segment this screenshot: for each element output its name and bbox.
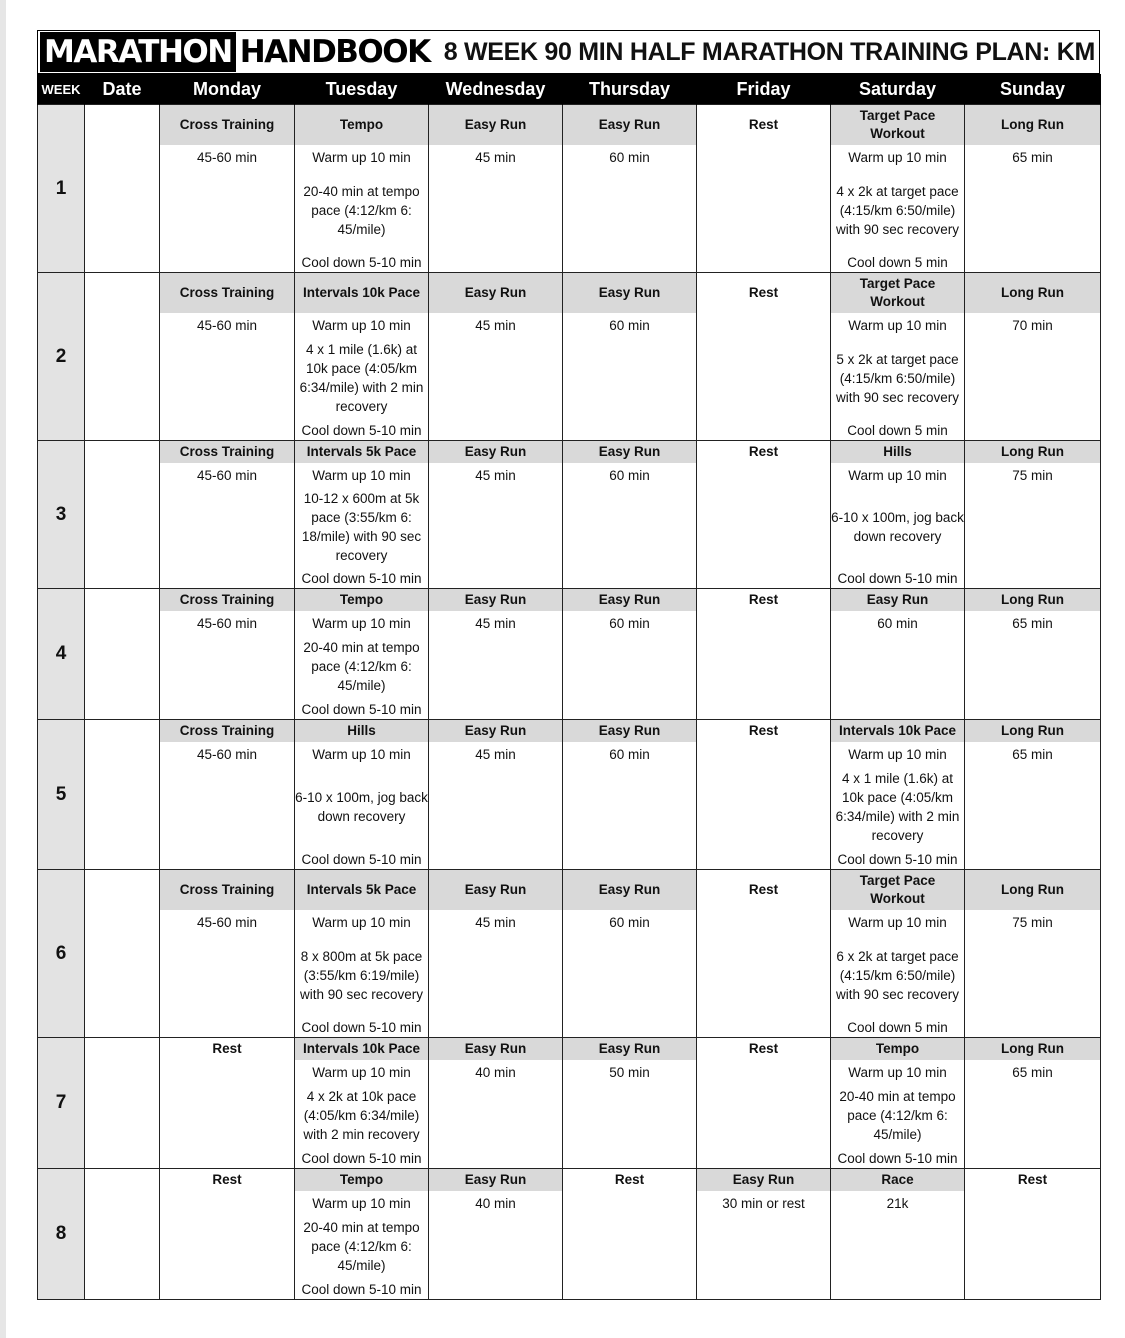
activity-label: Cross Training [160, 589, 294, 611]
activity-label: Rest [697, 1038, 830, 1060]
workout-details [965, 145, 1100, 272]
workout-details [429, 910, 562, 1037]
workout-details [831, 742, 964, 869]
date-cell[interactable] [85, 1038, 160, 1169]
workout-details [429, 1191, 562, 1299]
activity-label: Intervals 10k Pace [831, 720, 964, 742]
workout-line: Cool down 5-10 min [301, 702, 422, 717]
workout-details [563, 313, 696, 440]
workout-line: Cool down 5 min [847, 423, 948, 438]
day-cell-sunday [965, 273, 1101, 441]
col-monday: Monday [160, 74, 295, 105]
workout-details [160, 1060, 294, 1168]
workout-details [160, 611, 294, 719]
day-cell-wednesday [429, 870, 563, 1038]
workout-details [295, 145, 428, 272]
activity-label: Cross Training [160, 441, 294, 463]
workout-details [429, 742, 562, 869]
day-cell-thursday [563, 870, 697, 1038]
activity-label: Rest [697, 589, 830, 611]
workout-details [965, 463, 1100, 588]
activity-label: Easy Run [697, 1169, 830, 1191]
workout-details [563, 910, 696, 1037]
workout-line: 60 min [609, 468, 650, 483]
week-number: 4 [38, 589, 85, 720]
col-tuesday: Tuesday [295, 74, 429, 105]
workout-details [563, 1191, 696, 1299]
activity-label: Easy Run [429, 720, 562, 742]
workout-line: Warm up 10 min [848, 1065, 947, 1080]
activity-label: Easy Run [429, 1038, 562, 1060]
workout-line: Warm up 10 min [848, 468, 947, 483]
workout-line: 70 min [1012, 318, 1053, 333]
day-cell-monday [160, 273, 295, 441]
col-wednesday: Wednesday [429, 74, 563, 105]
workout-details [831, 1191, 964, 1299]
activity-label: Easy Run [563, 870, 696, 910]
day-cell-tuesday [295, 1038, 429, 1169]
workout-details [160, 910, 294, 1037]
logo-handbook: HANDBOOK [239, 34, 430, 70]
day-cell-wednesday [429, 1038, 563, 1169]
workout-line: 65 min [1012, 747, 1053, 762]
workout-details [697, 1060, 830, 1168]
activity-label: Easy Run [429, 1169, 562, 1191]
day-cell-thursday [563, 273, 697, 441]
workout-details [429, 1060, 562, 1168]
workout-line: 6 x 2k at target pace (4:15/km 6:50/mile) with 90 sec recovery [835, 948, 960, 1002]
week-number: 7 [38, 1038, 85, 1169]
workout-line: 6-10 x 100m, jog back down recovery [295, 790, 428, 824]
day-cell-wednesday [429, 1169, 563, 1300]
activity-label: Target Pace Workout [831, 105, 964, 145]
day-cell-friday [697, 105, 831, 273]
day-cell-wednesday [429, 441, 563, 589]
plan-title: 8 WEEK 90 MIN HALF MARATHON TRAINING PLAN: KM [443, 37, 1095, 66]
column-header-row [38, 74, 1101, 105]
workout-details [563, 1060, 696, 1168]
activity-label: Rest [697, 105, 830, 145]
workout-details [563, 742, 696, 869]
workout-line: Cool down 5-10 min [837, 852, 958, 867]
workout-details [295, 611, 428, 719]
workout-line: 45 min [475, 318, 516, 333]
workout-line: Warm up 10 min [312, 468, 411, 483]
week-row [38, 441, 1101, 589]
date-cell[interactable] [85, 870, 160, 1038]
workout-details [160, 463, 294, 588]
date-cell[interactable] [85, 441, 160, 589]
activity-label: Easy Run [563, 1038, 696, 1060]
workout-details [295, 1060, 428, 1168]
activity-label: Easy Run [429, 273, 562, 313]
workout-details [295, 910, 428, 1037]
workout-line: 4 x 1 mile (1.6k) at 10k pace (4:05/km 6:34/mile) with 2 min recovery [835, 771, 960, 843]
workout-details [160, 313, 294, 440]
activity-label: Tempo [295, 105, 428, 145]
workout-line: 40 min [475, 1065, 516, 1080]
day-cell-friday [697, 870, 831, 1038]
day-cell-thursday [563, 720, 697, 870]
day-cell-thursday [563, 1169, 697, 1300]
day-cell-tuesday [295, 589, 429, 720]
activity-label: Easy Run [563, 720, 696, 742]
day-cell-monday [160, 870, 295, 1038]
day-cell-sunday [965, 1038, 1101, 1169]
workout-line: Warm up 10 min [312, 915, 411, 930]
day-cell-tuesday [295, 105, 429, 273]
activity-label: Rest [563, 1169, 696, 1191]
workout-line: Cool down 5-10 min [301, 255, 422, 270]
week-number: 3 [38, 441, 85, 589]
workout-line: Warm up 10 min [312, 616, 411, 631]
activity-label: Easy Run [429, 870, 562, 910]
workout-details [697, 742, 830, 869]
workout-details [831, 611, 964, 719]
day-cell-monday [160, 1038, 295, 1169]
day-cell-thursday [563, 1038, 697, 1169]
workout-line: 60 min [609, 616, 650, 631]
workout-line: 6-10 x 100m, jog back down recovery [831, 510, 964, 544]
workout-details [697, 910, 830, 1037]
workout-details [965, 313, 1100, 440]
workout-line: 60 min [609, 915, 650, 930]
activity-label: Rest [697, 441, 830, 463]
workout-line: 4 x 2k at 10k pace (4:05/km 6:34/mile) with 2 min recovery [303, 1089, 420, 1142]
date-cell[interactable] [85, 273, 160, 441]
workout-line: Cool down 5 min [847, 255, 948, 270]
plan-body [38, 105, 1101, 1300]
day-cell-sunday [965, 720, 1101, 870]
workout-line: Warm up 10 min [312, 1196, 411, 1211]
workout-line: 60 min [609, 747, 650, 762]
workout-line: 45 min [475, 468, 516, 483]
day-cell-sunday [965, 589, 1101, 720]
workout-details [831, 463, 964, 588]
col-sunday: Sunday [965, 74, 1101, 105]
workout-line: Cool down 5-10 min [301, 1020, 422, 1035]
day-cell-thursday [563, 105, 697, 273]
col-saturday: Saturday [831, 74, 965, 105]
workout-line: Warm up 10 min [848, 915, 947, 930]
workout-line: 5 x 2k at target pace (4:15/km 6:50/mile) with 90 sec recovery [835, 351, 960, 405]
activity-label: Rest [965, 1169, 1100, 1191]
week-row [38, 105, 1101, 273]
day-cell-friday [697, 720, 831, 870]
marathon-handbook-logo [40, 32, 434, 72]
col-date: Date [85, 74, 160, 105]
workout-line: 30 min or rest [722, 1196, 805, 1211]
workout-details [831, 1060, 964, 1168]
activity-label: Easy Run [563, 105, 696, 145]
workout-line: Warm up 10 min [312, 747, 411, 762]
day-cell-saturday [831, 1169, 965, 1300]
workout-details [697, 313, 830, 440]
workout-line: 4 x 1 mile (1.6k) at 10k pace (4:05/km 6:34/mile) with 2 min recovery [299, 342, 424, 414]
activity-label: Cross Training [160, 273, 294, 313]
workout-details [295, 1191, 428, 1299]
workout-line: 10-12 x 600m at 5k pace (3:55/km 6: 18/mile) with 90 sec recovery [301, 491, 422, 563]
workout-line: 40 min [475, 1196, 516, 1211]
workout-line: 20-40 min at tempo pace (4:12/km 6: 45/mile) [303, 183, 420, 237]
workout-details [160, 145, 294, 272]
day-cell-thursday [563, 589, 697, 720]
workout-details [563, 145, 696, 272]
workout-line: 45 min [475, 616, 516, 631]
workout-line: 65 min [1012, 150, 1053, 165]
activity-label: Rest [160, 1169, 294, 1191]
workout-details [965, 910, 1100, 1037]
activity-label: Long Run [965, 273, 1100, 313]
workout-details [965, 611, 1100, 719]
col-week: WEEK [38, 74, 85, 105]
week-row [38, 870, 1101, 1038]
week-number: 2 [38, 273, 85, 441]
day-cell-saturday [831, 441, 965, 589]
workout-details [429, 145, 562, 272]
workout-line: Cool down 5-10 min [837, 571, 958, 586]
day-cell-monday [160, 589, 295, 720]
workout-line: Warm up 10 min [312, 1065, 411, 1080]
day-cell-saturday [831, 720, 965, 870]
activity-label: Rest [697, 273, 830, 313]
workout-details [697, 145, 830, 272]
workout-details [697, 611, 830, 719]
day-cell-sunday [965, 441, 1101, 589]
workout-details [831, 910, 964, 1037]
workout-line: 21k [886, 1196, 909, 1211]
workout-details [429, 313, 562, 440]
activity-label: Intervals 10k Pace [295, 273, 428, 313]
workout-details [965, 1191, 1100, 1299]
activity-label: Rest [697, 720, 830, 742]
day-cell-wednesday [429, 720, 563, 870]
activity-label: Tempo [295, 589, 428, 611]
day-cell-monday [160, 1169, 295, 1300]
activity-label: Intervals 5k Pace [295, 870, 428, 910]
day-cell-tuesday [295, 870, 429, 1038]
workout-line: 20-40 min at tempo pace (4:12/km 6: 45/mile) [303, 1220, 420, 1273]
activity-label: Cross Training [160, 720, 294, 742]
page-edge [0, 0, 6, 1338]
workout-details [697, 463, 830, 588]
workout-details [160, 1191, 294, 1299]
day-cell-saturday [831, 105, 965, 273]
week-number: 5 [38, 720, 85, 870]
week-number: 8 [38, 1169, 85, 1300]
day-cell-saturday [831, 1038, 965, 1169]
workout-details [831, 145, 964, 272]
workout-details [697, 1191, 830, 1299]
activity-label: Easy Run [429, 589, 562, 611]
workout-line: 45-60 min [196, 747, 258, 762]
activity-label: Easy Run [429, 441, 562, 463]
date-cell[interactable] [85, 105, 160, 273]
activity-label: Target Pace Workout [831, 273, 964, 313]
activity-label: Easy Run [429, 105, 562, 145]
week-number: 1 [38, 105, 85, 273]
day-cell-friday [697, 1038, 831, 1169]
workout-line: 8 x 800m at 5k pace (3:55/km 6:19/mile) with 90 sec recovery [299, 948, 424, 1002]
activity-label: Race [831, 1169, 964, 1191]
activity-label: Long Run [965, 441, 1100, 463]
workout-line: 45-60 min [196, 468, 258, 483]
activity-label: Long Run [965, 1038, 1100, 1060]
activity-label: Easy Run [563, 441, 696, 463]
workout-details [831, 313, 964, 440]
activity-label: Hills [831, 441, 964, 463]
day-cell-friday [697, 273, 831, 441]
workout-details [965, 1060, 1100, 1168]
day-cell-tuesday [295, 273, 429, 441]
day-cell-wednesday [429, 273, 563, 441]
activity-label: Long Run [965, 589, 1100, 611]
activity-label: Long Run [965, 720, 1100, 742]
activity-label: Cross Training [160, 105, 294, 145]
workout-line: 45 min [475, 915, 516, 930]
day-cell-wednesday [429, 589, 563, 720]
activity-label: Tempo [831, 1038, 964, 1060]
day-cell-sunday [965, 870, 1101, 1038]
day-cell-monday [160, 720, 295, 870]
day-cell-monday [160, 105, 295, 273]
workout-line: Warm up 10 min [848, 747, 947, 762]
day-cell-saturday [831, 870, 965, 1038]
week-row [38, 1038, 1101, 1169]
workout-line: 75 min [1012, 468, 1053, 483]
activity-label: Cross Training [160, 870, 294, 910]
activity-label: Target Pace Workout [831, 870, 964, 910]
day-cell-sunday [965, 105, 1101, 273]
activity-label: Easy Run [831, 589, 964, 611]
day-cell-saturday [831, 273, 965, 441]
date-cell[interactable] [85, 589, 160, 720]
day-cell-thursday [563, 441, 697, 589]
workout-line: Warm up 10 min [848, 150, 947, 165]
workout-line: 50 min [609, 1065, 650, 1080]
workout-line: 75 min [1012, 915, 1053, 930]
workout-line: Cool down 5 min [847, 1020, 948, 1035]
week-number: 6 [38, 870, 85, 1038]
workout-line: Cool down 5-10 min [301, 571, 422, 586]
plan-header [37, 30, 1100, 74]
day-cell-sunday [965, 1169, 1101, 1300]
workout-details [429, 463, 562, 588]
activity-label: Hills [295, 720, 428, 742]
workout-line: 45-60 min [196, 616, 258, 631]
workout-line: 65 min [1012, 1065, 1053, 1080]
day-cell-friday [697, 1169, 831, 1300]
workout-line: 60 min [609, 150, 650, 165]
workout-line: 45 min [475, 150, 516, 165]
col-friday: Friday [697, 74, 831, 105]
workout-line: Cool down 5-10 min [837, 1151, 958, 1166]
workout-line: Warm up 10 min [312, 318, 411, 333]
activity-label: Long Run [965, 870, 1100, 910]
workout-line: 4 x 2k at target pace (4:15/km 6:50/mile) with 90 sec recovery [835, 183, 960, 237]
date-cell[interactable] [85, 720, 160, 870]
workout-line: Cool down 5-10 min [301, 852, 422, 867]
week-row [38, 1169, 1101, 1300]
activity-label: Easy Run [563, 273, 696, 313]
week-row [38, 273, 1101, 441]
workout-line: Cool down 5-10 min [301, 1282, 422, 1297]
day-cell-tuesday [295, 441, 429, 589]
workout-details [563, 611, 696, 719]
workout-details [563, 463, 696, 588]
day-cell-monday [160, 441, 295, 589]
activity-label: Intervals 10k Pace [295, 1038, 428, 1060]
workout-line: 45-60 min [196, 318, 258, 333]
logo-marathon: MARATHON [40, 32, 236, 72]
workout-details [295, 313, 428, 440]
day-cell-tuesday [295, 1169, 429, 1300]
day-cell-friday [697, 589, 831, 720]
workout-line: 20-40 min at tempo pace (4:12/km 6: 45/mile) [303, 640, 420, 693]
day-cell-tuesday [295, 720, 429, 870]
workout-details [295, 463, 428, 588]
activity-label: Rest [160, 1038, 294, 1060]
activity-label: Easy Run [563, 589, 696, 611]
workout-line: Warm up 10 min [312, 150, 411, 165]
workout-line: 60 min [609, 318, 650, 333]
workout-details [160, 742, 294, 869]
day-cell-friday [697, 441, 831, 589]
activity-label: Rest [697, 870, 830, 910]
training-table [37, 74, 1101, 1300]
col-thursday: Thursday [563, 74, 697, 105]
workout-details [295, 742, 428, 869]
week-row [38, 720, 1101, 870]
activity-label: Long Run [965, 105, 1100, 145]
training-plan-sheet [37, 30, 1100, 1300]
activity-label: Intervals 5k Pace [295, 441, 428, 463]
workout-line: 45-60 min [196, 915, 258, 930]
date-cell[interactable] [85, 1169, 160, 1300]
workout-line: 65 min [1012, 616, 1053, 631]
workout-details [429, 611, 562, 719]
activity-label: Tempo [295, 1169, 428, 1191]
workout-line: Cool down 5-10 min [301, 423, 422, 438]
workout-details [965, 742, 1100, 869]
workout-line: 60 min [877, 616, 918, 631]
workout-line: 20-40 min at tempo pace (4:12/km 6: 45/mile) [839, 1089, 956, 1142]
workout-line: 45-60 min [196, 150, 258, 165]
workout-line: Cool down 5-10 min [301, 1151, 422, 1166]
workout-line: 45 min [475, 747, 516, 762]
workout-line: Warm up 10 min [848, 318, 947, 333]
week-row [38, 589, 1101, 720]
day-cell-saturday [831, 589, 965, 720]
day-cell-wednesday [429, 105, 563, 273]
